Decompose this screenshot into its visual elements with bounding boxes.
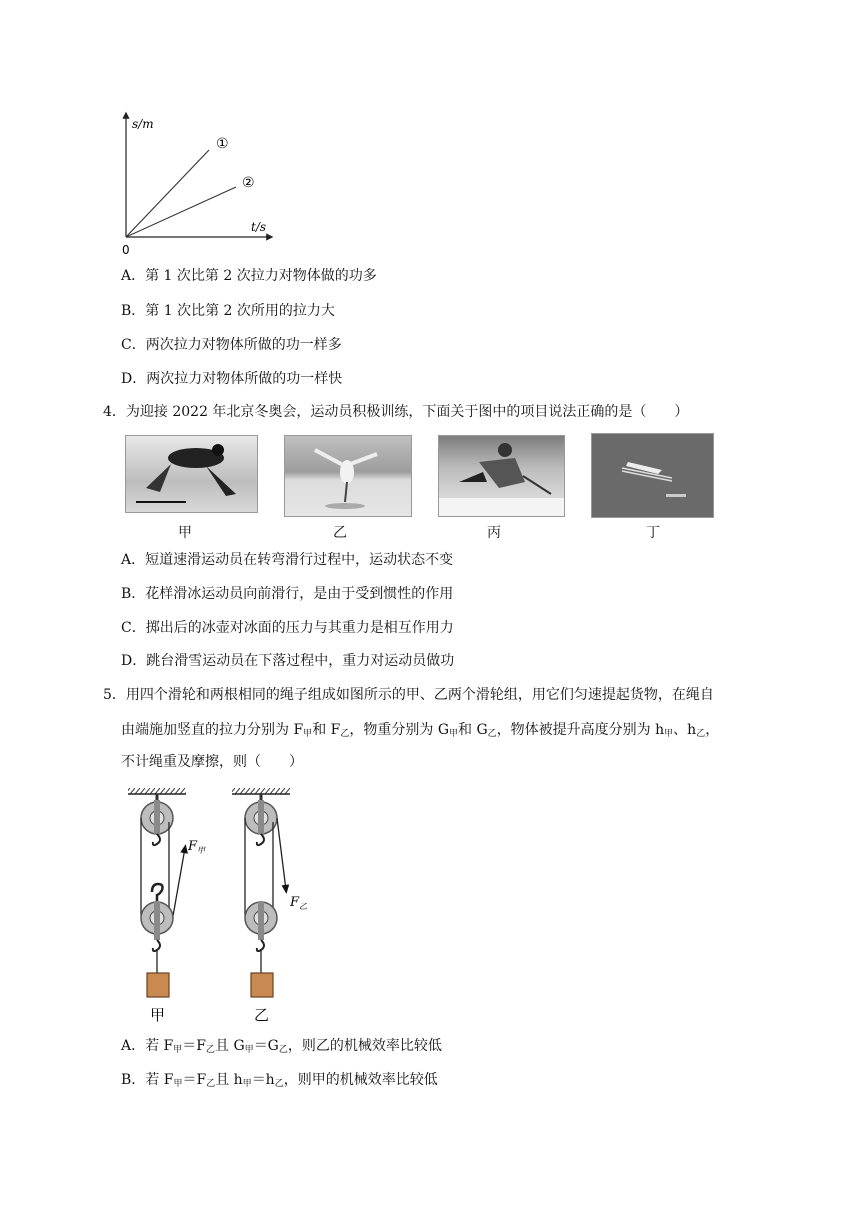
q5-option-a: A．若 $F_甲=F_乙$且 $G_甲=G_乙$，则乙的机械效率比较低: [121, 1038, 442, 1055]
q4-option-c: C．掷出后的冰壶对冰面的压力与其重力是相互作用力: [121, 620, 454, 636]
q4-stem: 4．为迎接 2022 年北京冬奥会，运动员积极训练，下面关于图中的项目说法正确的是（ ）: [103, 404, 689, 420]
figure-label-jia: 甲: [150, 1006, 166, 1024]
figure-label-yi: 乙: [254, 1006, 270, 1024]
cargo-jia: [147, 973, 169, 997]
pulley-system-jia: [141, 794, 185, 997]
q5-stem-line-1: 5．用四个滑轮和两根相同的绳子组成如图所示的甲、乙两个滑轮组，用它们匀速提起货物，在绳自: [103, 687, 714, 703]
caption-bing: 丙: [487, 525, 501, 541]
ceiling-jia: [128, 788, 186, 794]
photo-figure-skating: [284, 435, 412, 517]
caption-yi: 乙: [333, 525, 347, 541]
photo-ski-jumping: [591, 433, 714, 518]
line-2-label: ②: [242, 175, 255, 191]
q3-option-b: B．第 1 次比第 2 次所用的拉力大: [121, 303, 335, 319]
pulley-system-yi: [245, 794, 286, 997]
q5-option-b: B．若 $F_甲=F_乙$且 $h_甲=h_乙$，则甲的机械效率比较低: [121, 1072, 438, 1089]
caption-ding: 丁: [646, 525, 660, 541]
pulley-figure: [120, 782, 320, 1027]
q3-option-c: C．两次拉力对物体所做的功一样多: [121, 337, 342, 353]
photo-curling: [438, 435, 565, 517]
line-1: [126, 150, 209, 237]
q3-option-a: A．第 1 次比第 2 次拉力对物体做的功多: [121, 268, 377, 284]
q3-option-d: D．两次拉力对物体所做的功一样快: [121, 371, 343, 387]
x-axis-label: t/s: [251, 220, 267, 234]
force-label-jia: $F_甲$: [188, 839, 206, 855]
photo-short-track-skating: [125, 435, 258, 513]
origin-label: 0: [122, 243, 130, 257]
q4-option-d: D．跳台滑雪运动员在下落过程中，重力对运动员做功: [121, 653, 455, 669]
q5-stem-line-3: 不计绳重及摩擦，则（ ）: [121, 754, 303, 770]
caption-jia: 甲: [178, 525, 192, 541]
cargo-yi: [251, 973, 273, 997]
q4-option-b: B．花样滑冰运动员向前滑行，是由于受到惯性的作用: [121, 586, 454, 602]
line-1-label: ①: [216, 136, 229, 152]
y-axis-label: s/m: [132, 117, 154, 131]
ceiling-yi: [232, 788, 290, 794]
q4-option-a: A．短道速滑运动员在转弯滑行过程中，运动状态不变: [121, 552, 454, 568]
line-2: [126, 187, 236, 237]
s-t-graph: [115, 108, 275, 258]
q5-stem-line-2: 由端施加竖直的拉力分别为 $F_甲$和 $F_乙$，物重分别为 $G_甲$和 $G_乙$，物体被提升高度分别为 $h_甲$、$h_乙$，: [121, 722, 720, 739]
force-label-yi: $F_乙$: [290, 895, 308, 911]
